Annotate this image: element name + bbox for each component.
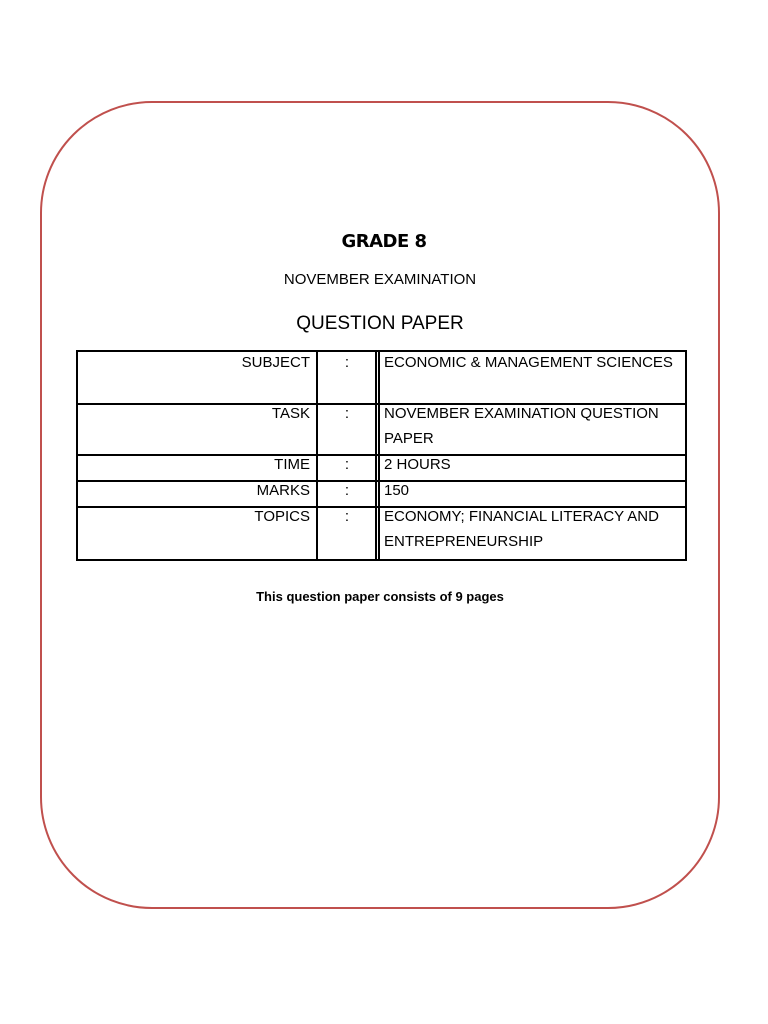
marks-colon: : [344, 482, 350, 499]
paper-heading: QUESTION PAPER [296, 313, 464, 334]
marks-value: 150 [384, 482, 410, 499]
time-label: TIME [274, 456, 310, 473]
exam-heading: NOVEMBER EXAMINATION [283, 271, 477, 288]
details-table [76, 350, 687, 561]
marks-label: MARKS [256, 482, 310, 499]
task-value: NOVEMBER EXAMINATION QUESTION PAPER [384, 405, 659, 447]
page-count-note: This question paper consists of 9 pages [256, 589, 504, 604]
topics-value: ECONOMY; FINANCIAL LITERACY AND ENTREPRENEURSHIP [384, 508, 659, 550]
task-label: TASK [271, 405, 310, 422]
column-divider [378, 352, 380, 559]
grade-heading: GRADE 8 [341, 231, 427, 252]
subject-label: SUBJECT [241, 354, 310, 371]
subject-value: ECONOMIC & MANAGEMENT SCIENCES [384, 354, 673, 371]
subject-colon: : [344, 354, 350, 371]
time-colon: : [344, 456, 350, 473]
time-value: 2 HOURS [384, 456, 451, 473]
task-colon: : [344, 405, 350, 422]
topics-label: TOPICS [254, 508, 310, 525]
topics-colon: : [344, 508, 350, 525]
